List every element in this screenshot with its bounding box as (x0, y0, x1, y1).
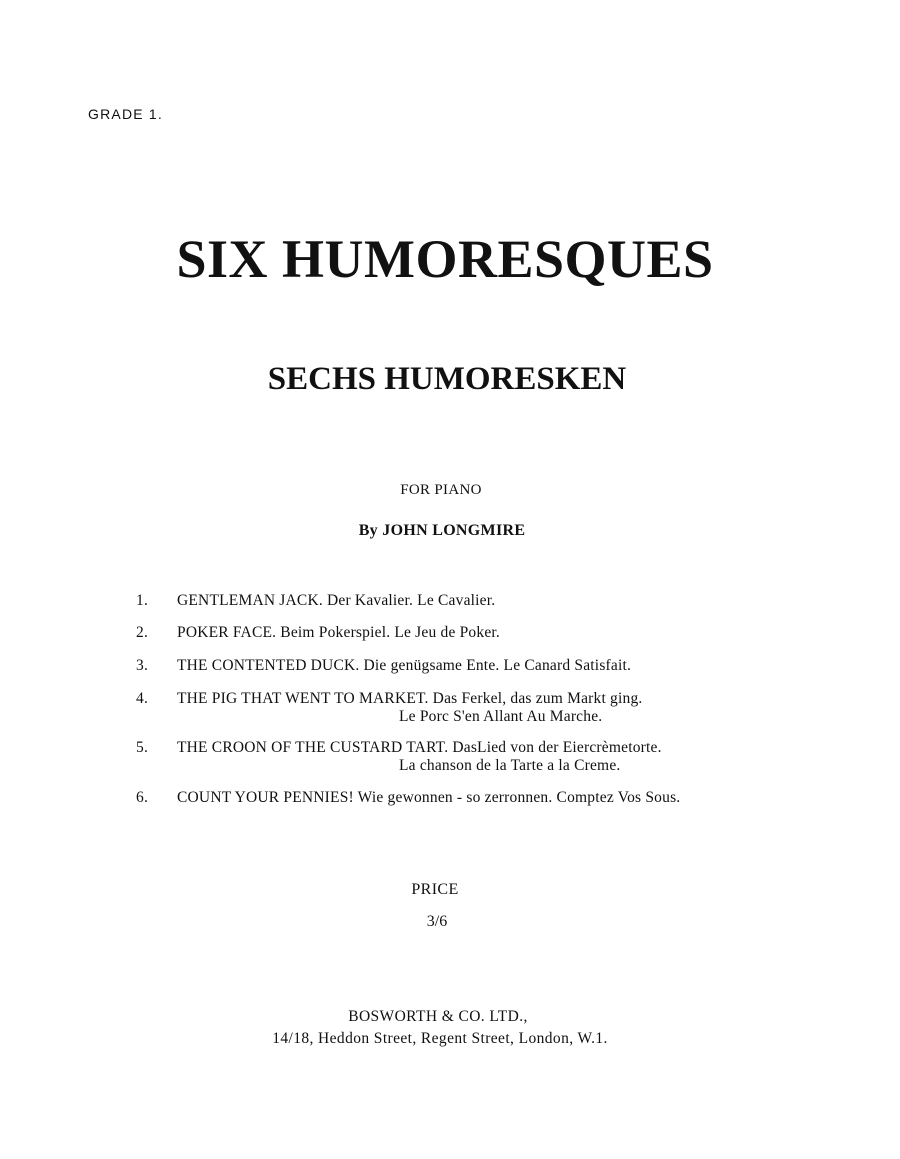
composer-credit: By JOHN LONGMIRE (358, 522, 526, 539)
list-item-number: 3. (136, 657, 149, 674)
list-item-number: 6. (136, 789, 149, 806)
list-item-title: THE CROON OF THE CUSTARD TART. DasLied von der Eiercrèmetorte. (177, 739, 662, 756)
price-label: PRICE (411, 881, 459, 898)
page-subtitle: SECHS HUMORESKEN (267, 361, 627, 397)
list-item-title-continued: Le Porc S'en Allant Au Marche. (399, 708, 603, 725)
publisher-name: BOSWORTH & CO. LTD., (348, 1008, 528, 1025)
list-item-title: POKER FACE. Beim Pokerspiel. Le Jeu de Poker. (177, 624, 500, 641)
list-item-title: GENTLEMAN JACK. Der Kavalier. Le Cavalier. (177, 592, 496, 609)
list-item-title: COUNT YOUR PENNIES! Wie gewonnen - so zerronnen. Comptez Vos Sous. (177, 789, 681, 806)
grade-label: GRADE 1. (88, 106, 163, 122)
list-item-title-continued: La chanson de la Tarte a la Creme. (399, 757, 621, 774)
list-item-title: THE PIG THAT WENT TO MARKET. Das Ferkel, das zum Markt ging. (177, 690, 643, 707)
page-title: SIX HUMORESQUES (176, 229, 714, 289)
list-item-number: 4. (136, 690, 149, 707)
list-item-number: 2. (136, 624, 149, 641)
instrument-label: FOR PIANO (400, 482, 482, 498)
list-item-title: THE CONTENTED DUCK. Die genügsame Ente. Le Canard Satisfait. (177, 657, 632, 674)
publisher-address: 14/18, Heddon Street, Regent Street, London, W.1. (272, 1030, 608, 1047)
list-item-number: 5. (136, 739, 149, 756)
list-item-number: 1. (136, 592, 149, 609)
price-value: 3/6 (426, 913, 448, 930)
